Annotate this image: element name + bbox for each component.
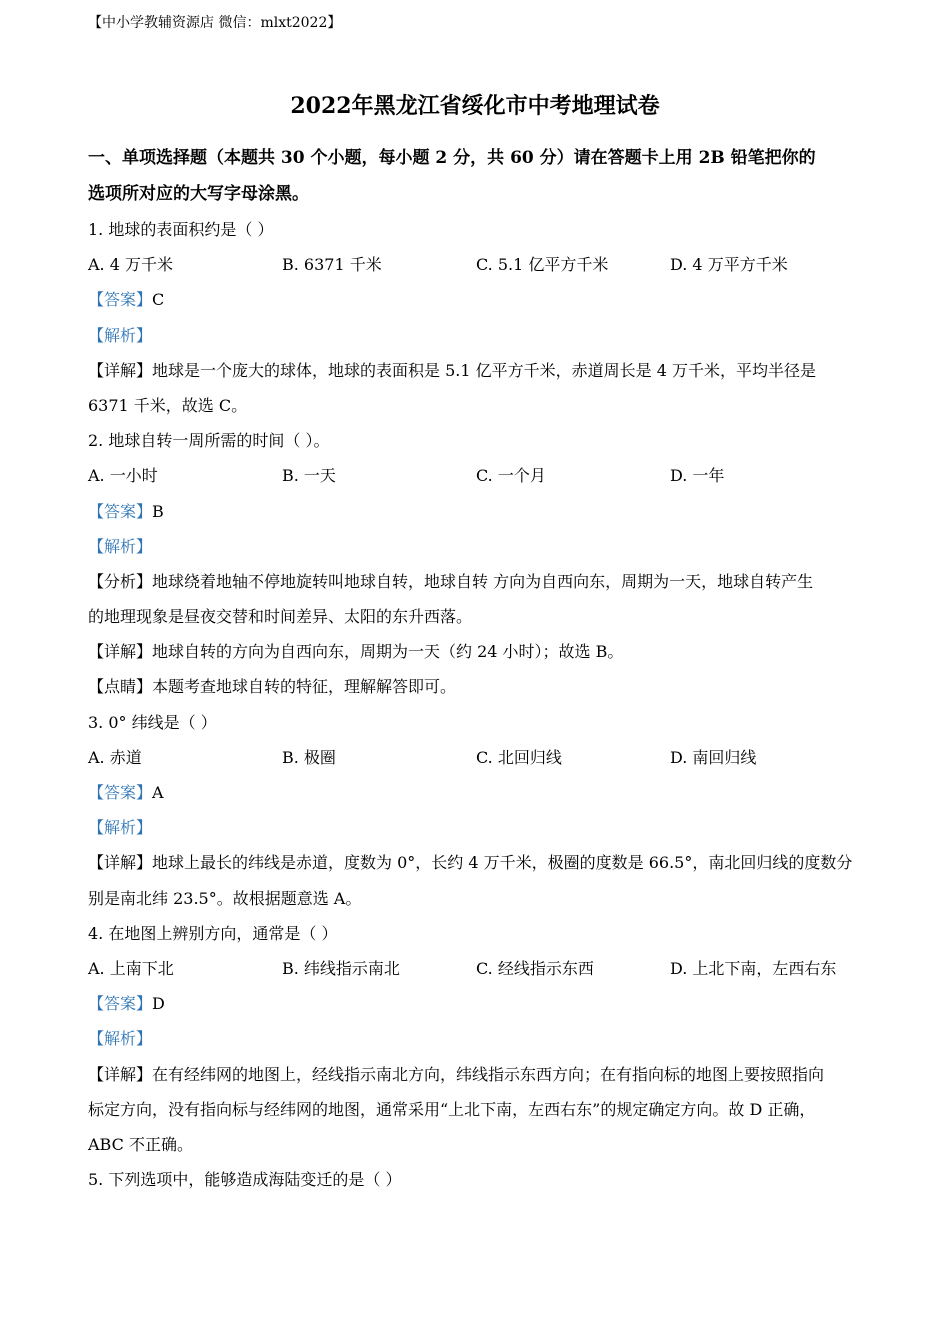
header-note: 【中小学教辅资源店 微信：mlxt2022】 <box>88 15 342 31</box>
answer-label: 【答案】 <box>88 290 153 310</box>
detail-line <box>88 353 868 388</box>
option-a: A. 赤道 <box>88 747 142 767</box>
option-a: A. 上南下北 <box>88 958 174 978</box>
question-2 <box>88 423 868 705</box>
option-c: C. 北回归线 <box>476 747 562 767</box>
option-c: C. 5.1 亿平方千米 <box>476 255 609 275</box>
fenxi-label: 【分析】 <box>88 571 153 591</box>
question-stem: 3. 0° 纬线是（ ） <box>88 712 217 732</box>
detail-line-3: ABC 不正确。 <box>88 1134 193 1154</box>
analysis-label: 【解析】 <box>88 1029 153 1049</box>
detail-line-2: 别是南北纬 23.5°。故根据题意选 A。 <box>88 888 362 908</box>
question-stem: 5. 下列选项中，能够造成海陆变迁的是（ ） <box>88 1170 402 1190</box>
answer-label: 【答案】 <box>88 994 153 1014</box>
detail-text: 地球是一个庞大的球体，地球的表面积是 5.1 亿平方千米，赤道周长是 4 万千米，平均半径是 <box>152 360 816 380</box>
option-d: D. 南回归线 <box>670 747 757 767</box>
question-4 <box>88 916 868 1162</box>
detail-line <box>88 845 868 880</box>
question-stem: 1. 地球的表面积约是（ ） <box>88 220 274 239</box>
answer-label: 【答案】 <box>88 783 153 802</box>
option-b: B. 一天 <box>282 466 336 486</box>
analysis-label: 【解析】 <box>88 325 153 345</box>
question-5 <box>88 1162 868 1197</box>
answer-line <box>88 775 868 810</box>
question-stem: 4. 在地图上辨别方向，通常是（ ） <box>88 923 338 943</box>
detail-line <box>88 634 868 669</box>
answer-value: D <box>152 994 165 1014</box>
dianjing-label: 【点睛】 <box>88 677 153 697</box>
answer-line <box>88 282 868 317</box>
fenxi-text: 地球绕着地轴不停地旋转叫地球自转，地球自转 方向为自西向东，周期为一天，地球自转产生 <box>152 571 814 591</box>
fenxi-line-2: 的地理现象是昼夜交替和时间差异、太阳的东升西落。 <box>88 607 473 627</box>
option-c: C. 一个月 <box>476 466 546 486</box>
answer-value: B <box>152 501 164 521</box>
section-heading <box>88 140 868 212</box>
detail-label: 【详解】 <box>88 853 153 873</box>
question-3 <box>88 705 868 916</box>
detail-line-2: 6371 千米，故选 C。 <box>88 395 248 415</box>
analysis-label: 【解析】 <box>88 536 153 556</box>
answer-value: A <box>152 783 164 802</box>
detail-label: 【详解】 <box>88 1064 153 1084</box>
option-b: B. 6371 千米 <box>282 255 382 275</box>
answer-label: 【答案】 <box>88 501 153 521</box>
detail-line <box>88 1057 868 1092</box>
option-b: B. 纬线指示南北 <box>282 958 400 978</box>
fenxi-line <box>88 564 868 599</box>
option-b: B. 极圈 <box>282 747 336 767</box>
detail-label: 【详解】 <box>88 360 153 380</box>
detail-text: 地球上最长的纬线是赤道，度数为 0°，长约 4 万千米，极圈的度数是 66.5°，南北回归线的度数分 <box>152 853 853 873</box>
dianjing-line <box>88 669 868 704</box>
question-options <box>88 951 868 986</box>
analysis-label: 【解析】 <box>88 818 153 838</box>
answer-line <box>88 986 868 1021</box>
answer-line <box>88 494 868 529</box>
detail-text: 在有经纬网的地图上，经线指示南北方向，纬线指示东西方向；在有指向标的地图上要按照指向 <box>152 1064 825 1084</box>
detail-label: 【详解】 <box>88 642 153 662</box>
detail-line-2: 标定方向，没有指向标与经纬网的地图，通常采用“上北下南，左西右东”的规定确定方向。故 D 正确， <box>88 1099 816 1119</box>
page-title: 2022年黑龙江省绥化市中考地理试卷 <box>290 93 660 119</box>
section-heading-line-2: 选项所对应的大写字母涂黑。 <box>88 184 309 204</box>
section-heading-line-1: 一、单项选择题（本题共 30 个小题，每小题 2 分，共 60 分）请在答题卡上用 2B 铅笔把你的 <box>88 148 816 168</box>
option-d: D. 4 万平方千米 <box>670 255 788 275</box>
document-body <box>88 140 868 1197</box>
question-options <box>88 247 868 282</box>
option-d: D. 上北下南，左西右东 <box>670 958 837 978</box>
question-stem: 2. 地球自转一周所需的时间（ ）。 <box>88 431 330 451</box>
question-options <box>88 458 868 493</box>
dianjing-text: 本题考查地球自转的特征，理解解答即可。 <box>152 677 457 697</box>
question-1 <box>88 212 868 423</box>
option-a: A. 4 万千米 <box>88 255 173 275</box>
option-d: D. 一年 <box>670 466 725 486</box>
answer-value: C <box>152 290 165 310</box>
option-c: C. 经线指示东西 <box>476 958 594 978</box>
question-options <box>88 740 868 775</box>
detail-text: 地球自转的方向为自西向东，周期为一天（约 24 小时）；故选 B。 <box>152 642 624 662</box>
option-a: A. 一小时 <box>88 466 158 486</box>
